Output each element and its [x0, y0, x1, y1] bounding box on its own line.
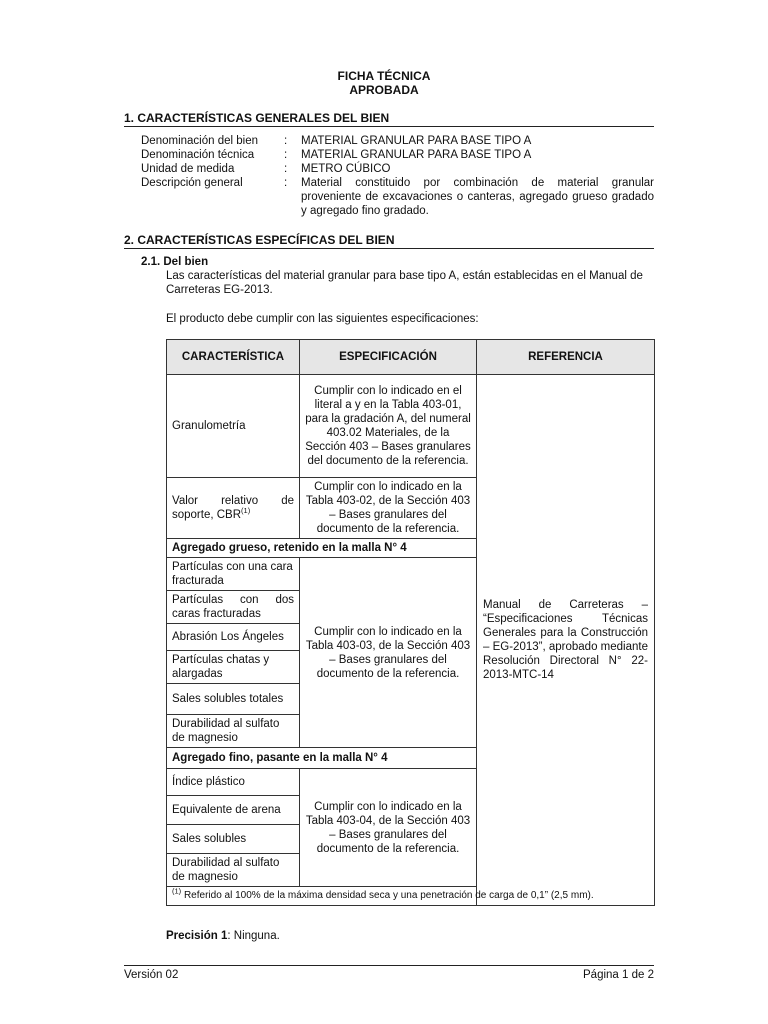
characteristic-cell: Durabilidad al sulfato de magnesio [167, 715, 300, 748]
field-value-unidad: METRO CÚBICO [301, 163, 391, 175]
precision-value: : Ninguna. [227, 930, 280, 942]
section-2-heading: 2. CARACTERÍSTICAS ESPECÍFICAS DEL BIEN [124, 233, 395, 247]
intro-paragraph: Las características del material granular para base tipo A, están establecidas en el Manual de Carreteras EG-2013. [166, 270, 643, 296]
group-heading-grueso: Agregado grueso, retenido en la malla N° 4 [167, 539, 477, 558]
specification-cell: Cumplir con lo indicado en la Tabla 403-03, de la Sección 403 – Bases granulares del documento de la referencia. [300, 558, 477, 748]
characteristic-cell: Partículas con dos caras fracturadas [167, 591, 300, 624]
section-1-rule [124, 126, 654, 127]
characteristic-label: Valor relativo de soporte, CBR [172, 495, 294, 521]
characteristic-cell: Partículas con una cara fracturada [167, 558, 300, 591]
characteristic-cell [167, 478, 300, 539]
characteristic-cell: Partículas chatas y alargadas [167, 651, 300, 684]
field-colon: : [284, 149, 288, 161]
field-label-unidad: Unidad de medida [141, 163, 235, 175]
specification-cell: Cumplir con lo indicado en el literal a y en la Tabla 403-01, para la gradación A, del numeral 403.02 Materiales, de la Sección 403 – Bases granulares del documento de la referencia. [300, 375, 477, 478]
field-value-denominacion-tecnica: MATERIAL GRANULAR PARA BASE TIPO A [301, 149, 532, 161]
precision-label: Precisión 1 [166, 930, 228, 942]
table-row [167, 375, 655, 478]
intro-paragraph-2: El producto debe cumplir con las siguientes especificaciones: [166, 313, 479, 325]
specification-cell: Cumplir con lo indicado en la Tabla 403-04, de la Sección 403 – Bases granulares del documento de la referencia. [300, 769, 477, 887]
subsection-heading: 2.1. Del bien [141, 256, 209, 268]
field-value-descripcion: Material constituido por combinación de material granular proveniente de excavaciones o canteras, agregado grueso gradado y agregado fino gradado. [301, 177, 654, 217]
precision-line [166, 929, 280, 943]
table-header-row [167, 340, 655, 375]
column-header: REFERENCIA [477, 340, 655, 375]
field-label-denominacion: Denominación del bien [141, 135, 258, 147]
field-colon: : [284, 163, 288, 175]
section-2-rule [124, 248, 654, 249]
field-label-descripcion: Descripción general [141, 177, 243, 189]
table-footnote [167, 887, 655, 906]
field-label-denominacion-tecnica: Denominación técnica [141, 149, 255, 161]
field-colon: : [284, 135, 288, 147]
document-title: FICHA TÉCNICA [337, 69, 431, 83]
footnote-marker: (1) [172, 886, 182, 896]
footer-version: Versión 02 [124, 969, 179, 981]
characteristic-cell: Abrasión Los Ángeles [167, 624, 300, 651]
specifications-table [166, 339, 655, 906]
characteristic-cell: Granulometría [167, 375, 300, 478]
footnote-text: Referido al 100% de la máxima densidad seca y una penetración de carga de 0,1” (2,5 mm). [183, 890, 594, 901]
footer-rule [124, 965, 654, 966]
characteristic-cell: Sales solubles totales [167, 684, 300, 715]
characteristic-cell: Índice plástico [167, 769, 300, 796]
document-subtitle: APROBADA [349, 83, 419, 97]
column-header: CARACTERÍSTICA [167, 340, 300, 375]
section-1-heading: 1. CARACTERÍSTICAS GENERALES DEL BIEN [124, 111, 390, 125]
footnote-marker: (1) [241, 506, 251, 516]
field-colon: : [284, 177, 288, 189]
characteristic-cell: Equivalente de arena [167, 796, 300, 825]
group-heading-fino: Agregado fino, pasante en la malla N° 4 [167, 748, 477, 769]
specification-cell: Cumplir con lo indicado en la Tabla 403-02, de la Sección 403 – Bases granulares del documento de la referencia. [300, 478, 477, 539]
characteristic-cell: Sales solubles [167, 825, 300, 854]
footer-page-number: Página 1 de 2 [583, 969, 654, 981]
characteristic-cell: Durabilidad al sulfato de magnesio [167, 854, 300, 887]
reference-cell: Manual de Carreteras – “Especificaciones Técnicas Generales para la Construcción – EG-2013”, aprobado mediante Resolución Directoral N° 22-2013-MTC-14 [477, 375, 655, 906]
column-header: ESPECIFICACIÓN [300, 340, 477, 375]
footnote-row [167, 887, 655, 906]
field-value-denominacion: MATERIAL GRANULAR PARA BASE TIPO A [301, 135, 532, 147]
